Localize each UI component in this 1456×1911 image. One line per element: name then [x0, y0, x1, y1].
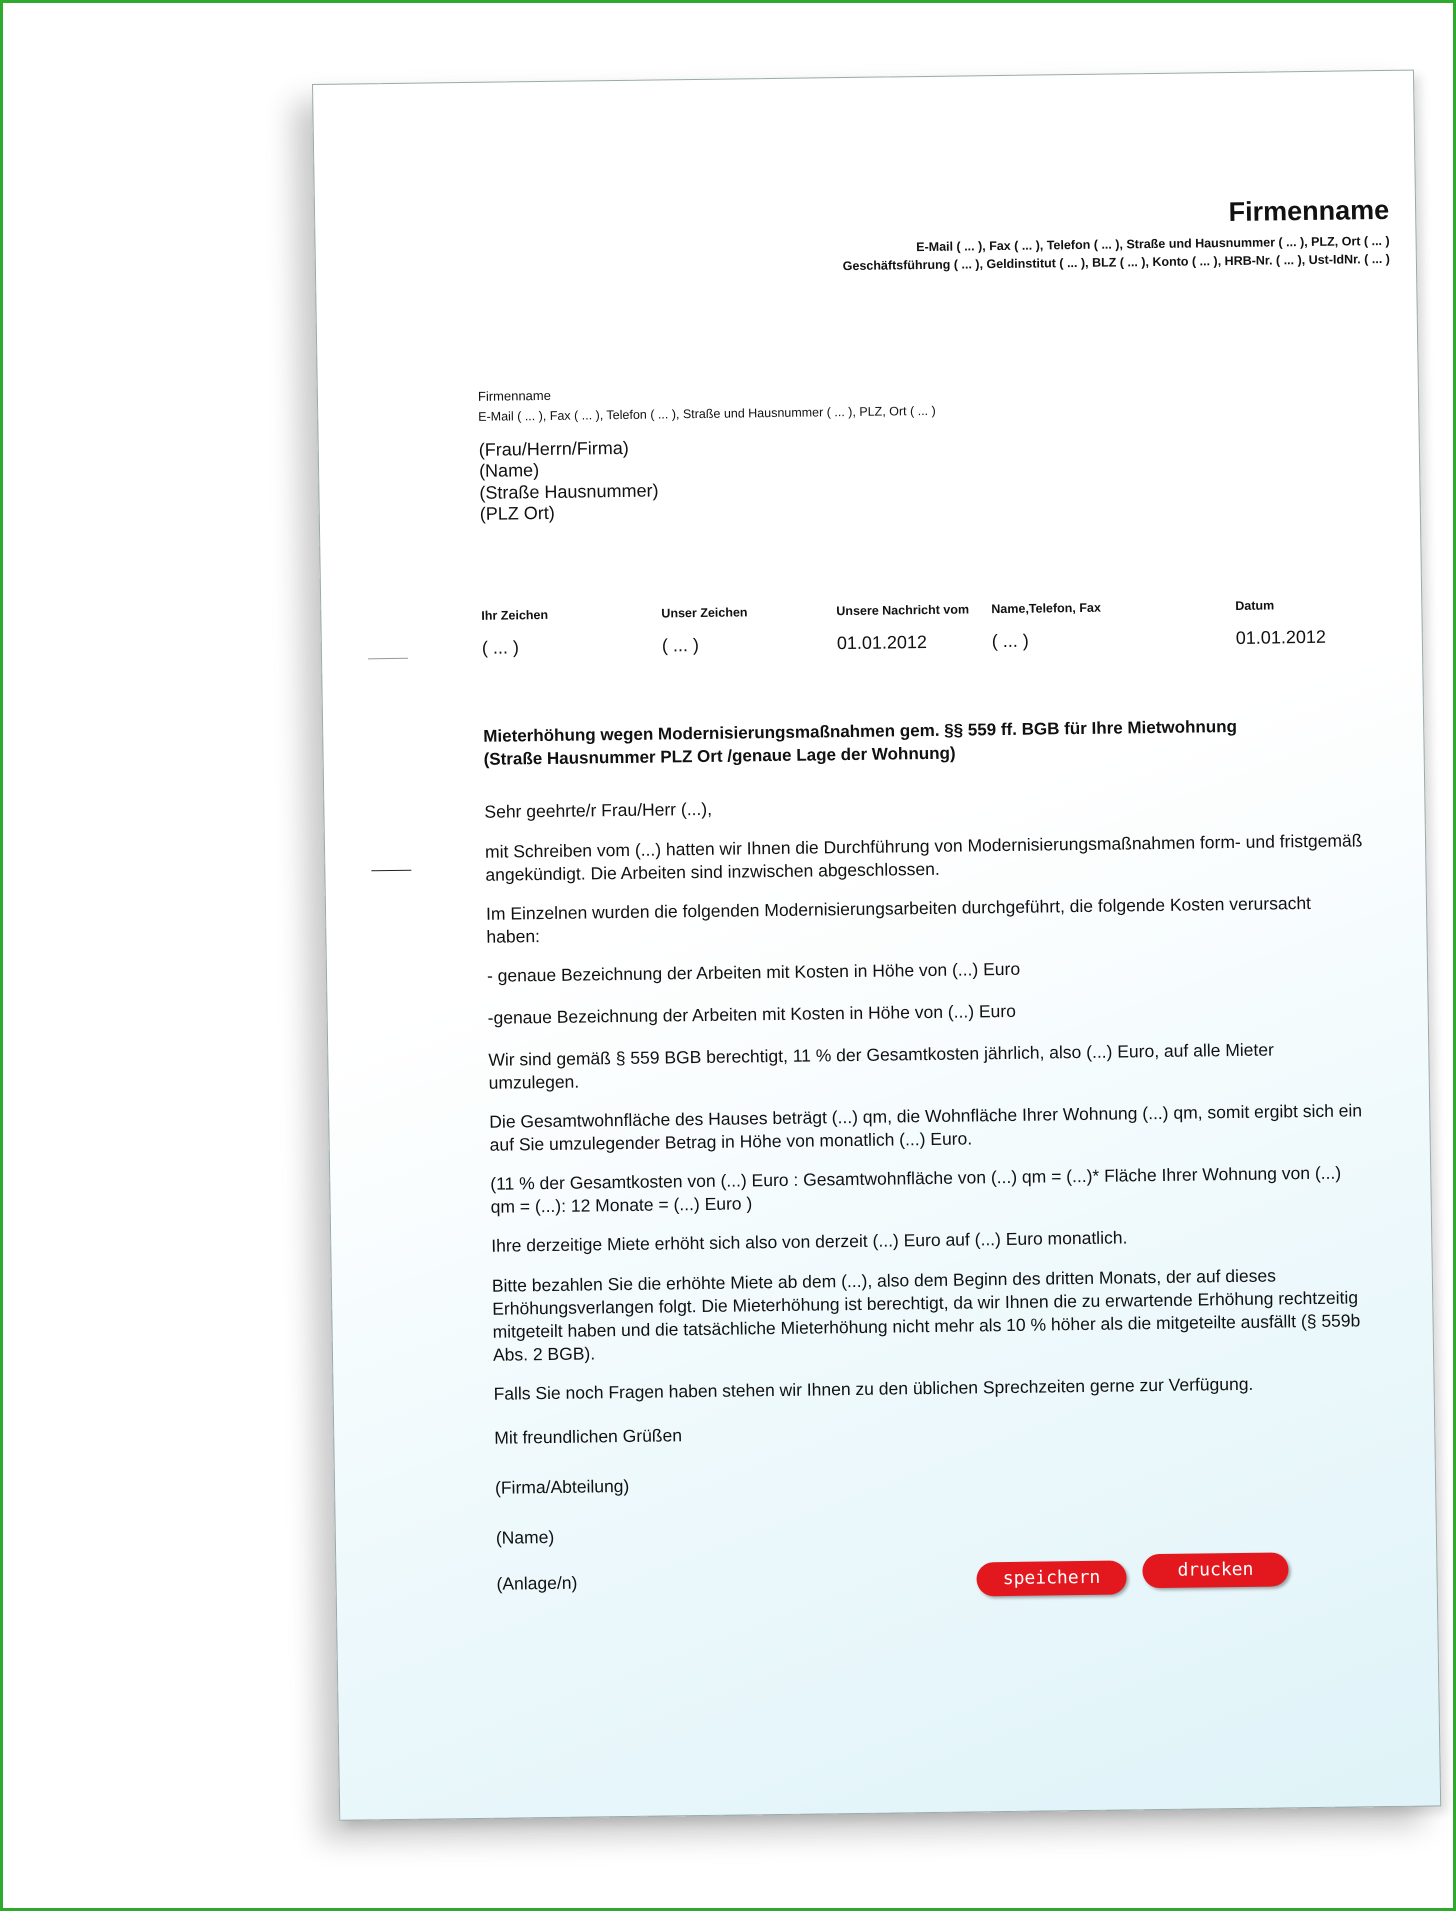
recipient-name: (Name): [478, 460, 540, 481]
ref-label-our-message: Unsere Nachricht vom: [836, 602, 970, 619]
body-list-item-1: - genaue Bezeichnung der Arbeiten mit Kosten in Höhe von (...) Euro: [486, 958, 1021, 986]
letter-page: [312, 70, 1441, 1821]
body-paragraph-works: Im Einzelnen wurden die folgenden Modernisierungsarbeiten durchgeführt, die folgende Kosten verursacht haben:: [485, 892, 1312, 947]
closing-greeting: Mit freundlichen Grüßen: [494, 1425, 683, 1448]
letterhead-contact-line: E-Mail ( ... ), Fax ( ... ), Telefon ( ... ), Straße und Hausnummer ( ... ), PLZ, Ort ( ... ): [916, 233, 1390, 255]
sender-contact-line: E-Mail ( ... ), Fax ( ... ), Telefon ( ... ), Straße und Hausnummer ( ... ), PLZ, Ort ( ... ): [478, 403, 936, 424]
ref-value-contact: ( ... ): [991, 630, 1029, 652]
letterhead-legal-line: Geschäftsführung ( ... ), Geldinstitut ( ... ), BLZ ( ... ), Konto ( ... ), HRB-Nr. ( ... ), Ust-IdNr. ( ... ): [842, 251, 1390, 274]
attachments-note: (Anlage/n): [496, 1572, 578, 1594]
ref-value-our-sign: ( ... ): [661, 634, 700, 656]
ref-label-our-sign: Unser Zeichen: [661, 605, 748, 621]
body-paragraph-calculation: (11 % der Gesamtkosten von (...) Euro : Gesamtwohnfläche von (...) qm = (...)* Fläche Ihrer Wohnung von (...) qm = (...): 12 Monate = (...) Euro ): [490, 1162, 1342, 1217]
subject-line-2: (Straße Hausnummer PLZ Ort /genaue Lage der Wohnung): [483, 743, 956, 769]
ref-value-your-sign: ( ... ): [481, 637, 520, 658]
ref-label-your-sign: Ihr Zeichen: [481, 607, 549, 623]
fold-mark-upper: [368, 658, 408, 660]
subject-line-1: Mieterhöhung wegen Modernisierungsmaßnahmen gem. §§ 559 ff. BGB für Ihre Mietwohnung: [483, 716, 1238, 746]
recipient-salutation: (Frau/Herrn/Firma): [478, 437, 629, 460]
save-button[interactable]: speichern: [976, 1560, 1127, 1596]
ref-label-date: Datum: [1235, 598, 1275, 613]
fold-mark-middle: [371, 870, 411, 872]
sender-name: Firmenname: [477, 387, 552, 404]
signature-name: (Name): [495, 1526, 555, 1548]
body-paragraph-area: Die Gesamtwohnfläche des Hauses beträgt (...) qm, die Wohnfläche Ihrer Wohnung (...) qm, somit ergibt sich ein auf Sie umzulegender Betrag in Höhe von monatlich (...) Euro.: [489, 1100, 1363, 1155]
signature-department: (Firma/Abteilung): [494, 1475, 630, 1498]
recipient-street: (Straße Hausnummer): [479, 480, 659, 503]
letter-subject: [483, 713, 1364, 771]
body-paragraph-payment: Bitte bezahlen Sie die erhöhte Miete ab dem (...), also dem Beginn des dritten Monats, der auf dieses Erhöhungsverlangen folgt. Die Mieterhöhung ist berechtigt, da wir Ihnen die zu erwartende Erhöhung rechtzeitig mitgeteilt haben und die tatsächliche Mieterhöhung nicht mehr als 10 % höher als die mitgeteilte ausfällt (§ 559b Abs. 2 BGB).: [491, 1265, 1361, 1365]
recipient-city: (PLZ Ort): [479, 502, 555, 524]
body-list-item-2: -genaue Bezeichnung der Arbeiten mit Kosten in Höhe von (...) Euro: [487, 1000, 1017, 1028]
body-paragraph-questions: Falls Sie noch Fragen haben stehen wir Ihnen zu den üblichen Sprechzeiten gerne zur Verfügung.: [493, 1373, 1254, 1404]
ref-value-our-message: 01.01.2012: [836, 631, 928, 654]
body-paragraph-announcement: mit Schreiben vom (...) hatten wir Ihnen die Durchführung von Modernisierungsmaßnahmen form- und fristgemäß angekündigt. Die Arbeiten sind inzwischen abgeschlossen.: [484, 830, 1363, 885]
letterhead-company-name: Firmenname: [1228, 194, 1390, 228]
body-paragraph-new-rent: Ihre derzeitige Miete erhöht sich also von derzeit (...) Euro auf (...) Euro monatlich.: [491, 1227, 1128, 1256]
body-paragraph-legal-basis: Wir sind gemäß § 559 BGB berechtigt, 11 % der Gesamtkosten jährlich, also (...) Euro, auf alle Mieter umzulegen.: [488, 1039, 1275, 1093]
salutation: Sehr geehrte/r Frau/Herr (...),: [484, 798, 713, 822]
print-button[interactable]: drucken: [1142, 1552, 1289, 1588]
ref-value-date: 01.01.2012: [1235, 626, 1327, 648]
ref-label-contact: Name,Telefon, Fax: [991, 600, 1101, 617]
